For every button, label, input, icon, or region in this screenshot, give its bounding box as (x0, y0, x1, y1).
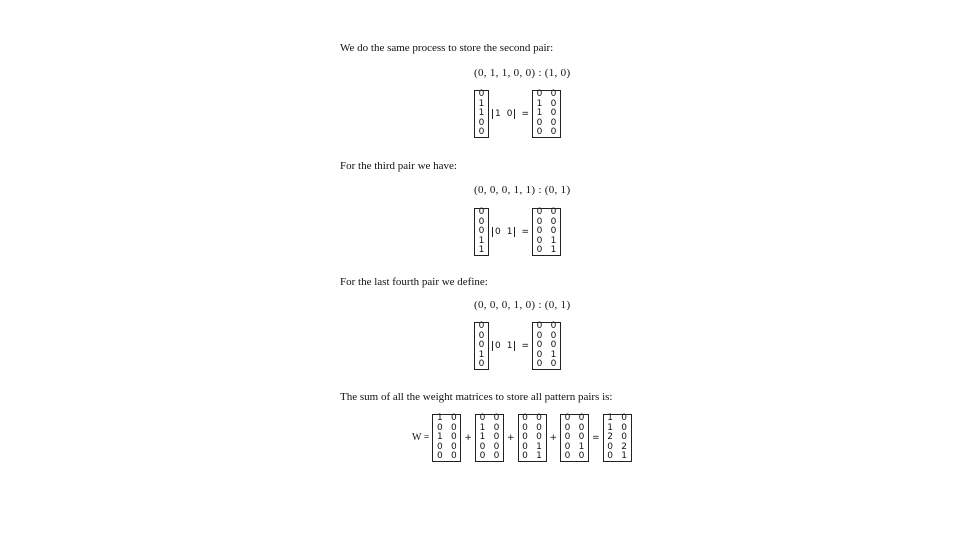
matrix-cell: 0 (437, 422, 443, 433)
input-vector (474, 90, 489, 138)
matrix-cell: 0 (522, 432, 528, 442)
matrix-cell: 0 (536, 216, 543, 227)
matrix-cell: 1 (478, 108, 485, 118)
matrix-cell: 0 (451, 451, 457, 461)
matrix-cell: 0 (536, 413, 542, 423)
vector-cell: 1 (506, 340, 513, 351)
matrix-cell: 0 (493, 451, 500, 461)
matrix-cell: 1 (550, 235, 557, 246)
matrix-cell: 0 (536, 432, 542, 442)
matrix-cell: 0 (550, 226, 557, 236)
matrix-cell: 1 (607, 413, 613, 423)
matrix-cell: 1 (536, 108, 543, 118)
matrix-cell: 0 (478, 330, 485, 341)
output-vector (492, 109, 515, 119)
matrix-cell: 2 (607, 432, 613, 442)
equals-sign: = (592, 432, 600, 443)
weight-matrix-1 (432, 414, 461, 462)
equation-second (474, 90, 561, 138)
matrix-cell: 1 (437, 432, 443, 442)
matrix-cell: 0 (478, 321, 485, 331)
matrix-cell: 0 (478, 89, 485, 99)
matrix-cell: 0 (536, 226, 543, 236)
matrix-cell: 0 (536, 359, 543, 369)
plus-sign: + (549, 432, 558, 443)
matrix-cell: 0 (493, 432, 500, 442)
matrix-cell: 0 (578, 451, 585, 461)
matrix-cell: 1 (479, 432, 486, 442)
weight-matrix (532, 90, 561, 138)
matrix-cell: 0 (478, 359, 485, 369)
matrix-cell: 0 (607, 441, 613, 452)
matrix-cell: 0 (493, 413, 500, 423)
matrix-cell: 1 (578, 441, 585, 452)
matrix-cell: 0 (522, 451, 528, 461)
matrix-cell: 2 (621, 441, 627, 452)
matrix-cell: 0 (437, 441, 443, 452)
input-vector (474, 208, 489, 256)
vector-cell: 0 (495, 340, 501, 351)
matrix-cell: 0 (536, 235, 543, 246)
equation-fourth (474, 322, 561, 370)
weight-matrix-4 (560, 414, 589, 462)
matrix-cell: 0 (536, 245, 543, 255)
sum-intro: The sum of all the weight matrices to store all pattern pairs is: (340, 391, 613, 403)
weight-matrix (532, 208, 561, 256)
plus-sign: + (464, 432, 472, 443)
matrix-cell: 0 (522, 441, 528, 452)
matrix-cell: 0 (451, 432, 457, 442)
matrix-cell: 1 (550, 245, 557, 255)
equals-sign: = (521, 108, 530, 119)
equals-sign: = (521, 340, 530, 351)
matrix-cell: 0 (451, 422, 457, 433)
vector-cell: 1 (495, 108, 501, 119)
third-pair-intro: For the third pair we have: (340, 160, 457, 172)
matrix-cell: 0 (564, 432, 571, 442)
matrix-cell: 0 (550, 340, 557, 350)
matrix-cell: 0 (621, 413, 627, 423)
matrix-cell: 1 (536, 451, 542, 461)
matrix-cell: 0 (550, 117, 557, 128)
matrix-cell: 1 (478, 98, 485, 109)
matrix-cell: 0 (536, 340, 543, 350)
matrix-cell: 0 (478, 216, 485, 227)
second-pair: (0, 1, 1, 0, 0) : (1, 0) (474, 67, 571, 79)
matrix-cell: 0 (478, 207, 485, 217)
matrix-cell: 0 (536, 207, 543, 217)
fourth-pair-intro: For the last fourth pair we define: (340, 276, 488, 288)
vector-cell: 0 (495, 226, 501, 237)
matrix-cell: 0 (578, 413, 585, 423)
matrix-cell: 0 (478, 117, 485, 128)
matrix-cell: 0 (536, 422, 542, 433)
plus-sign: + (506, 432, 515, 443)
matrix-cell: 0 (564, 422, 571, 433)
w-label: W = (412, 432, 430, 444)
matrix-cell: 0 (536, 117, 543, 128)
matrix-cell: 0 (621, 432, 627, 442)
matrix-cell: 0 (550, 207, 557, 217)
matrix-cell: 0 (550, 216, 557, 227)
matrix-cell: 0 (479, 413, 486, 423)
weight-matrix-2 (475, 414, 504, 462)
matrix-cell: 1 (479, 422, 486, 433)
matrix-cell: 0 (550, 321, 557, 331)
matrix-cell: 0 (578, 422, 585, 433)
matrix-cell: 0 (479, 451, 486, 461)
vector-cell: 0 (506, 108, 513, 119)
matrix-cell: 0 (536, 321, 543, 331)
matrix-cell: 0 (493, 441, 500, 452)
matrix-cell: 0 (550, 127, 557, 137)
matrix-cell: 0 (536, 349, 543, 360)
equation-third (474, 208, 561, 256)
total-weight-matrix (603, 414, 632, 462)
matrix-cell: 0 (522, 413, 528, 423)
matrix-cell: 1 (478, 245, 485, 255)
output-vector (492, 227, 515, 237)
matrix-cell: 1 (621, 451, 627, 461)
weight-matrix (532, 322, 561, 370)
matrix-cell: 1 (437, 413, 443, 423)
matrix-cell: 1 (550, 349, 557, 360)
matrix-cell: 0 (437, 451, 443, 461)
matrix-cell: 0 (564, 451, 571, 461)
matrix-cell: 0 (451, 441, 457, 452)
matrix-cell: 0 (478, 340, 485, 350)
matrix-cell: 0 (550, 108, 557, 118)
matrix-cell: 0 (621, 422, 627, 433)
matrix-cell: 0 (478, 127, 485, 137)
third-pair: (0, 0, 0, 1, 1) : (0, 1) (474, 184, 571, 196)
matrix-cell: 1 (536, 98, 543, 109)
equals-sign: = (521, 226, 530, 237)
matrix-cell: 0 (607, 451, 613, 461)
matrix-cell: 0 (536, 127, 543, 137)
matrix-cell: 0 (451, 413, 457, 423)
matrix-cell: 1 (478, 235, 485, 246)
weight-matrix-3 (518, 414, 547, 462)
matrix-cell: 0 (536, 330, 543, 341)
matrix-cell: 0 (550, 98, 557, 109)
second-pair-intro: We do the same process to store the second pair: (340, 42, 554, 54)
matrix-cell: 0 (550, 330, 557, 341)
matrix-cell: 0 (522, 422, 528, 433)
vector-cell: 1 (506, 226, 513, 237)
matrix-cell: 0 (564, 413, 571, 423)
sum-equation (412, 414, 632, 462)
matrix-cell: 1 (536, 441, 542, 452)
matrix-cell: 0 (550, 89, 557, 99)
fourth-pair: (0, 0, 0, 1, 0) : (0, 1) (474, 299, 571, 311)
matrix-cell: 0 (479, 441, 486, 452)
matrix-cell: 0 (578, 432, 585, 442)
input-vector (474, 322, 489, 370)
matrix-cell: 1 (607, 422, 613, 433)
matrix-cell: 0 (478, 226, 485, 236)
matrix-cell: 0 (550, 359, 557, 369)
matrix-cell: 0 (564, 441, 571, 452)
output-vector (492, 341, 515, 351)
matrix-cell: 0 (493, 422, 500, 433)
matrix-cell: 1 (478, 349, 485, 360)
matrix-cell: 0 (536, 89, 543, 99)
